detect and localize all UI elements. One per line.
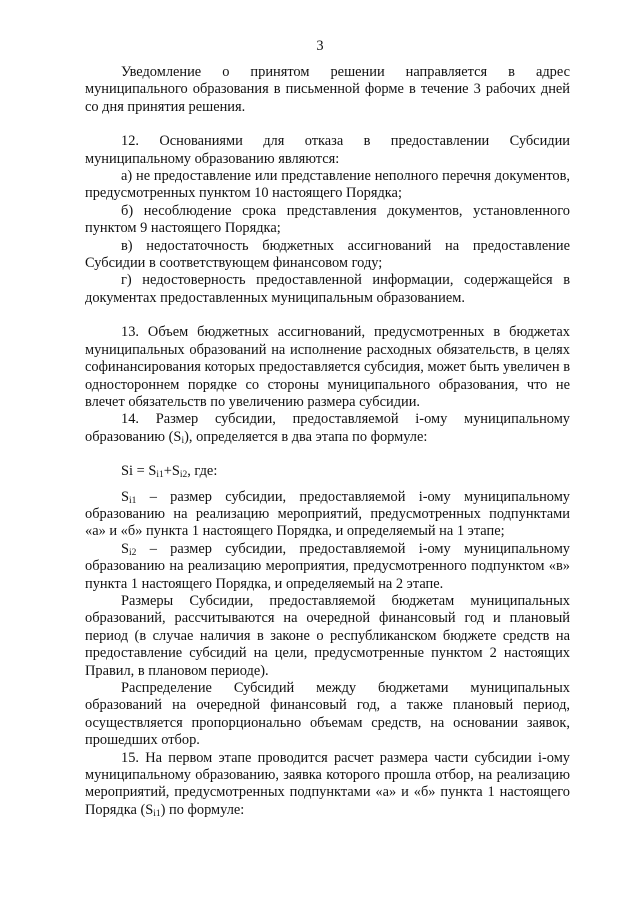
paragraph-subsidy-sizes: Размеры Субсидии, предоставляемой бюджетам муниципальных образований, рассчитываются на очередной финансовый год и плановый период (в случае наличия в законе о республиканском бюджете средств на предоставление субсидий на цели, предусмотренные пунктом 2 настоящих Правил, в плановом периоде). [85, 592, 570, 679]
paragraph-12-b: б) несоблюдение срока представления документов, установленного пунктом 9 настоящего Порядка; [85, 202, 570, 237]
paragraph-12-heading: 12. Основаниями для отказа в предоставлении Субсидии муниципальному образованию являются: [85, 133, 570, 167]
paragraph-14: 14. Размер субсидии, предоставляемой i-ому муниципальному образованию $(S_i)$, определяется в два этапа по формуле: [85, 411, 570, 446]
paragraph-subsidy-distribution: Распределение Субсидий между бюджетами муниципальных образований на очередной финансовый год, а также плановый период, осуществляется пропорционально объемам средств, на основании заявок, прошедших отбор. [85, 680, 570, 749]
definition-si1: $S_{i1}$ – размер субсидии, предоставляемой i-ому муниципальному образованию на реализацию мероприятий, предусмотренных подпунктами «а» и «б» пункта 1 настоящего Порядка, и определяемый на 1 этапе; [85, 488, 570, 540]
paragraph-12-a: а) не предоставление или представление неполного перечня документов, предусмотренных пунктом 10 настоящего Порядка; [85, 168, 570, 202]
paragraph-13: 13. Объем бюджетных ассигнований, предусмотренных в бюджетах муниципальных образований на исполнение расходных обязательств, в целях софинансирования которых предоставляется субсидия, может быть увеличен в одностороннем порядке со стороны муниципального образования, что не влечет обязательств по увеличению размера субсидии. [85, 324, 570, 410]
page-number: 3 [316, 38, 324, 54]
definition-si2: $S_{i2}$ – размер субсидии, предоставляемой i-ому муниципальному образованию на реализацию мероприятия, предусмотренного подпунктом «в» пункта 1 настоящего Порядка, и определяемый на 2 этапе. [85, 540, 570, 592]
paragraph-12-g: г) недостоверность предоставленной информации, содержащейся в документах предоставленных муниципальным образованием. [85, 272, 570, 306]
paragraph-notification: Уведомление о принятом решении направляется в адрес муниципального образования в письменной форме в течение 3 рабочих дней со дня принятия решения. [85, 64, 570, 115]
paragraph-15: 15. На первом этапе проводится расчет размера части субсидии i-ому муниципальному образованию, заявка которого прошла отбор, на реализацию мероприятий, предусмотренных подпунктами «а» и «б» пункта 1 настоящего Порядка $(S_{i1})$ по формуле: [85, 749, 570, 819]
document-body [85, 64, 570, 819]
paragraph-12-v: в) недостаточность бюджетных ассигнований на предоставление Субсидии в соответствующем финансовом году; [85, 237, 570, 272]
formula-total: $Si = S_{i1}+S_{i2}$, где: [121, 463, 218, 481]
